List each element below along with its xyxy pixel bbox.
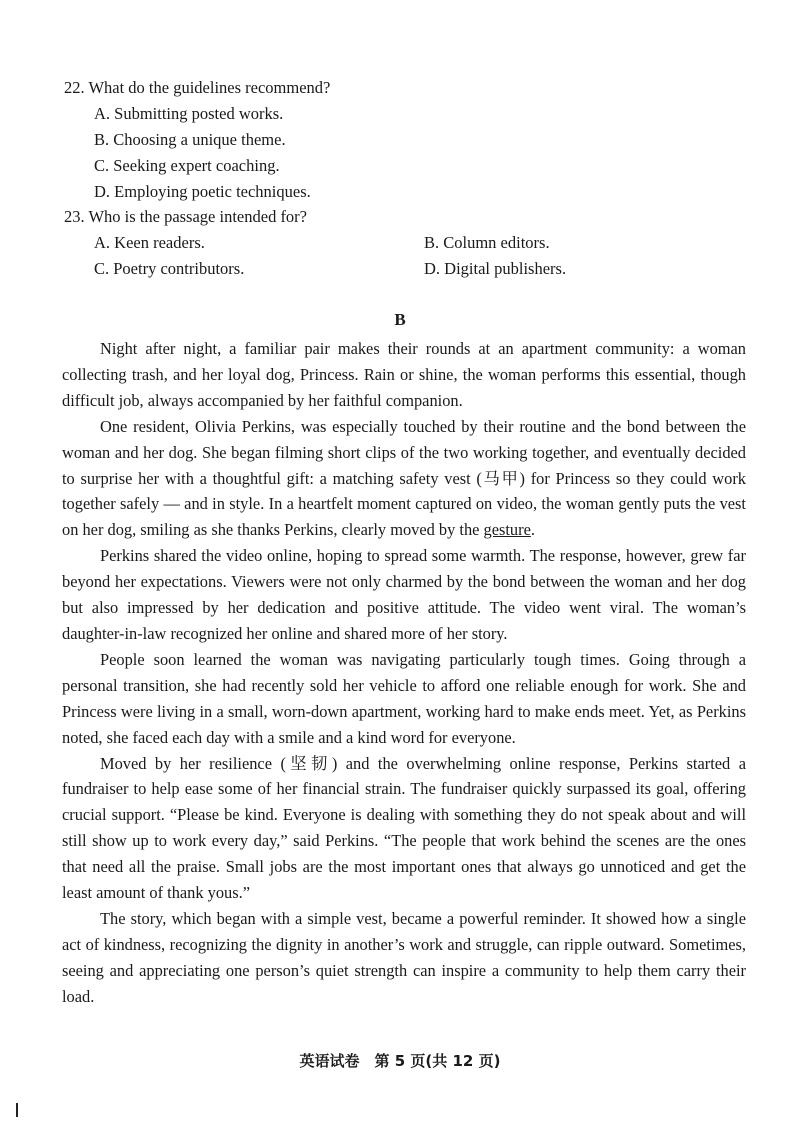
passage-paragraph-6: The story, which began with a simple vest, became a powerful reminder. It showed how a single act of kindness, recognizing the dignity in another’s work and struggle, can ripple outward. Sometimes, seeing and appreciating one person’s quiet strength can inspire a community to help them carry their load.	[62, 908, 746, 1006]
question-22-option-d: D. Employing poetic techniques.	[94, 182, 311, 201]
passage-paragraph-4: People soon learned the woman was navigating particularly tough times. Going through a personal transition, she had recently sold her vehicle to afford one reliable enough for work. She and Princess were living in a small, worn-down apartment, working hard to make ends meet. Yet, as Perkins noted, she faced each day with a smile and a kind word for everyone.	[62, 649, 746, 747]
underlined-word: gesture	[483, 520, 531, 540]
paragraph-2-text: One resident, Olivia Perkins, was especially touched by their routine and the bond between the woman and her dog. She began filming short clips of the two working together, and eventually decided to surprise her with a thoughtful gift: a matching safety vest (马甲) for Princess so they could work together safely — and in style. In a heartfelt moment captured on video, the woman gently puts the vest on her dog, smiling as she thanks Perkins, clearly moved by the	[62, 416, 746, 540]
question-22-option-a: A. Submitting posted works.	[94, 104, 284, 123]
question-23-option-b: B. Column editors.	[424, 233, 550, 252]
paragraph-2-end: .	[530, 520, 535, 540]
question-23-option-c: C. Poetry contributors.	[94, 259, 245, 278]
scan-edge-mark	[16, 1103, 18, 1117]
passage-paragraph-1: Night after night, a familiar pair makes their rounds at an apartment community: a woman collecting trash, and her loyal dog, Princess. Rain or shine, the woman performs this essential, though difficult job, always accompanied by her faithful companion.	[62, 339, 746, 410]
question-22-option-c: C. Seeking expert coaching.	[94, 156, 280, 175]
reading-passage	[62, 336, 746, 1010]
page-footer: 英语试卷 第 5 页(共 12 页)	[299, 1052, 501, 1070]
question-22-option-b: B. Choosing a unique theme.	[94, 130, 286, 149]
passage-paragraph-5: Moved by her resilience (坚韧) and the overwhelming online response, Perkins started a fundraiser to help ease some of her financial strain. The fundraiser quickly surpassed its goal, offering crucial support. “Please be kind. Everyone is dealing with something they do not speak about and will still show up to work every day,” said Perkins. “The people that work behind the scenes are the ones that need all the praise. Small jobs are the most important ones that always go unnoticed and get the least amount of thank yous.”	[62, 753, 746, 903]
question-23-option-d: D. Digital publishers.	[424, 259, 567, 278]
passage-paragraph-2	[62, 414, 746, 544]
question-22-stem: 22. What do the guidelines recommend?	[64, 78, 331, 97]
question-23-option-a: A. Keen readers.	[94, 233, 205, 252]
passage-paragraph-3: Perkins shared the video online, hoping to spread some warmth. The response, however, grew far beyond her expectations. Viewers were not only charmed by the bond between the woman and her dog but also impressed by her dedication and positive attitude. The video went viral. The woman’s daughter-in-law recognized her online and shared more of her story.	[62, 546, 746, 643]
question-23-stem: 23. Who is the passage intended for?	[64, 207, 308, 226]
section-heading: B	[394, 310, 406, 329]
